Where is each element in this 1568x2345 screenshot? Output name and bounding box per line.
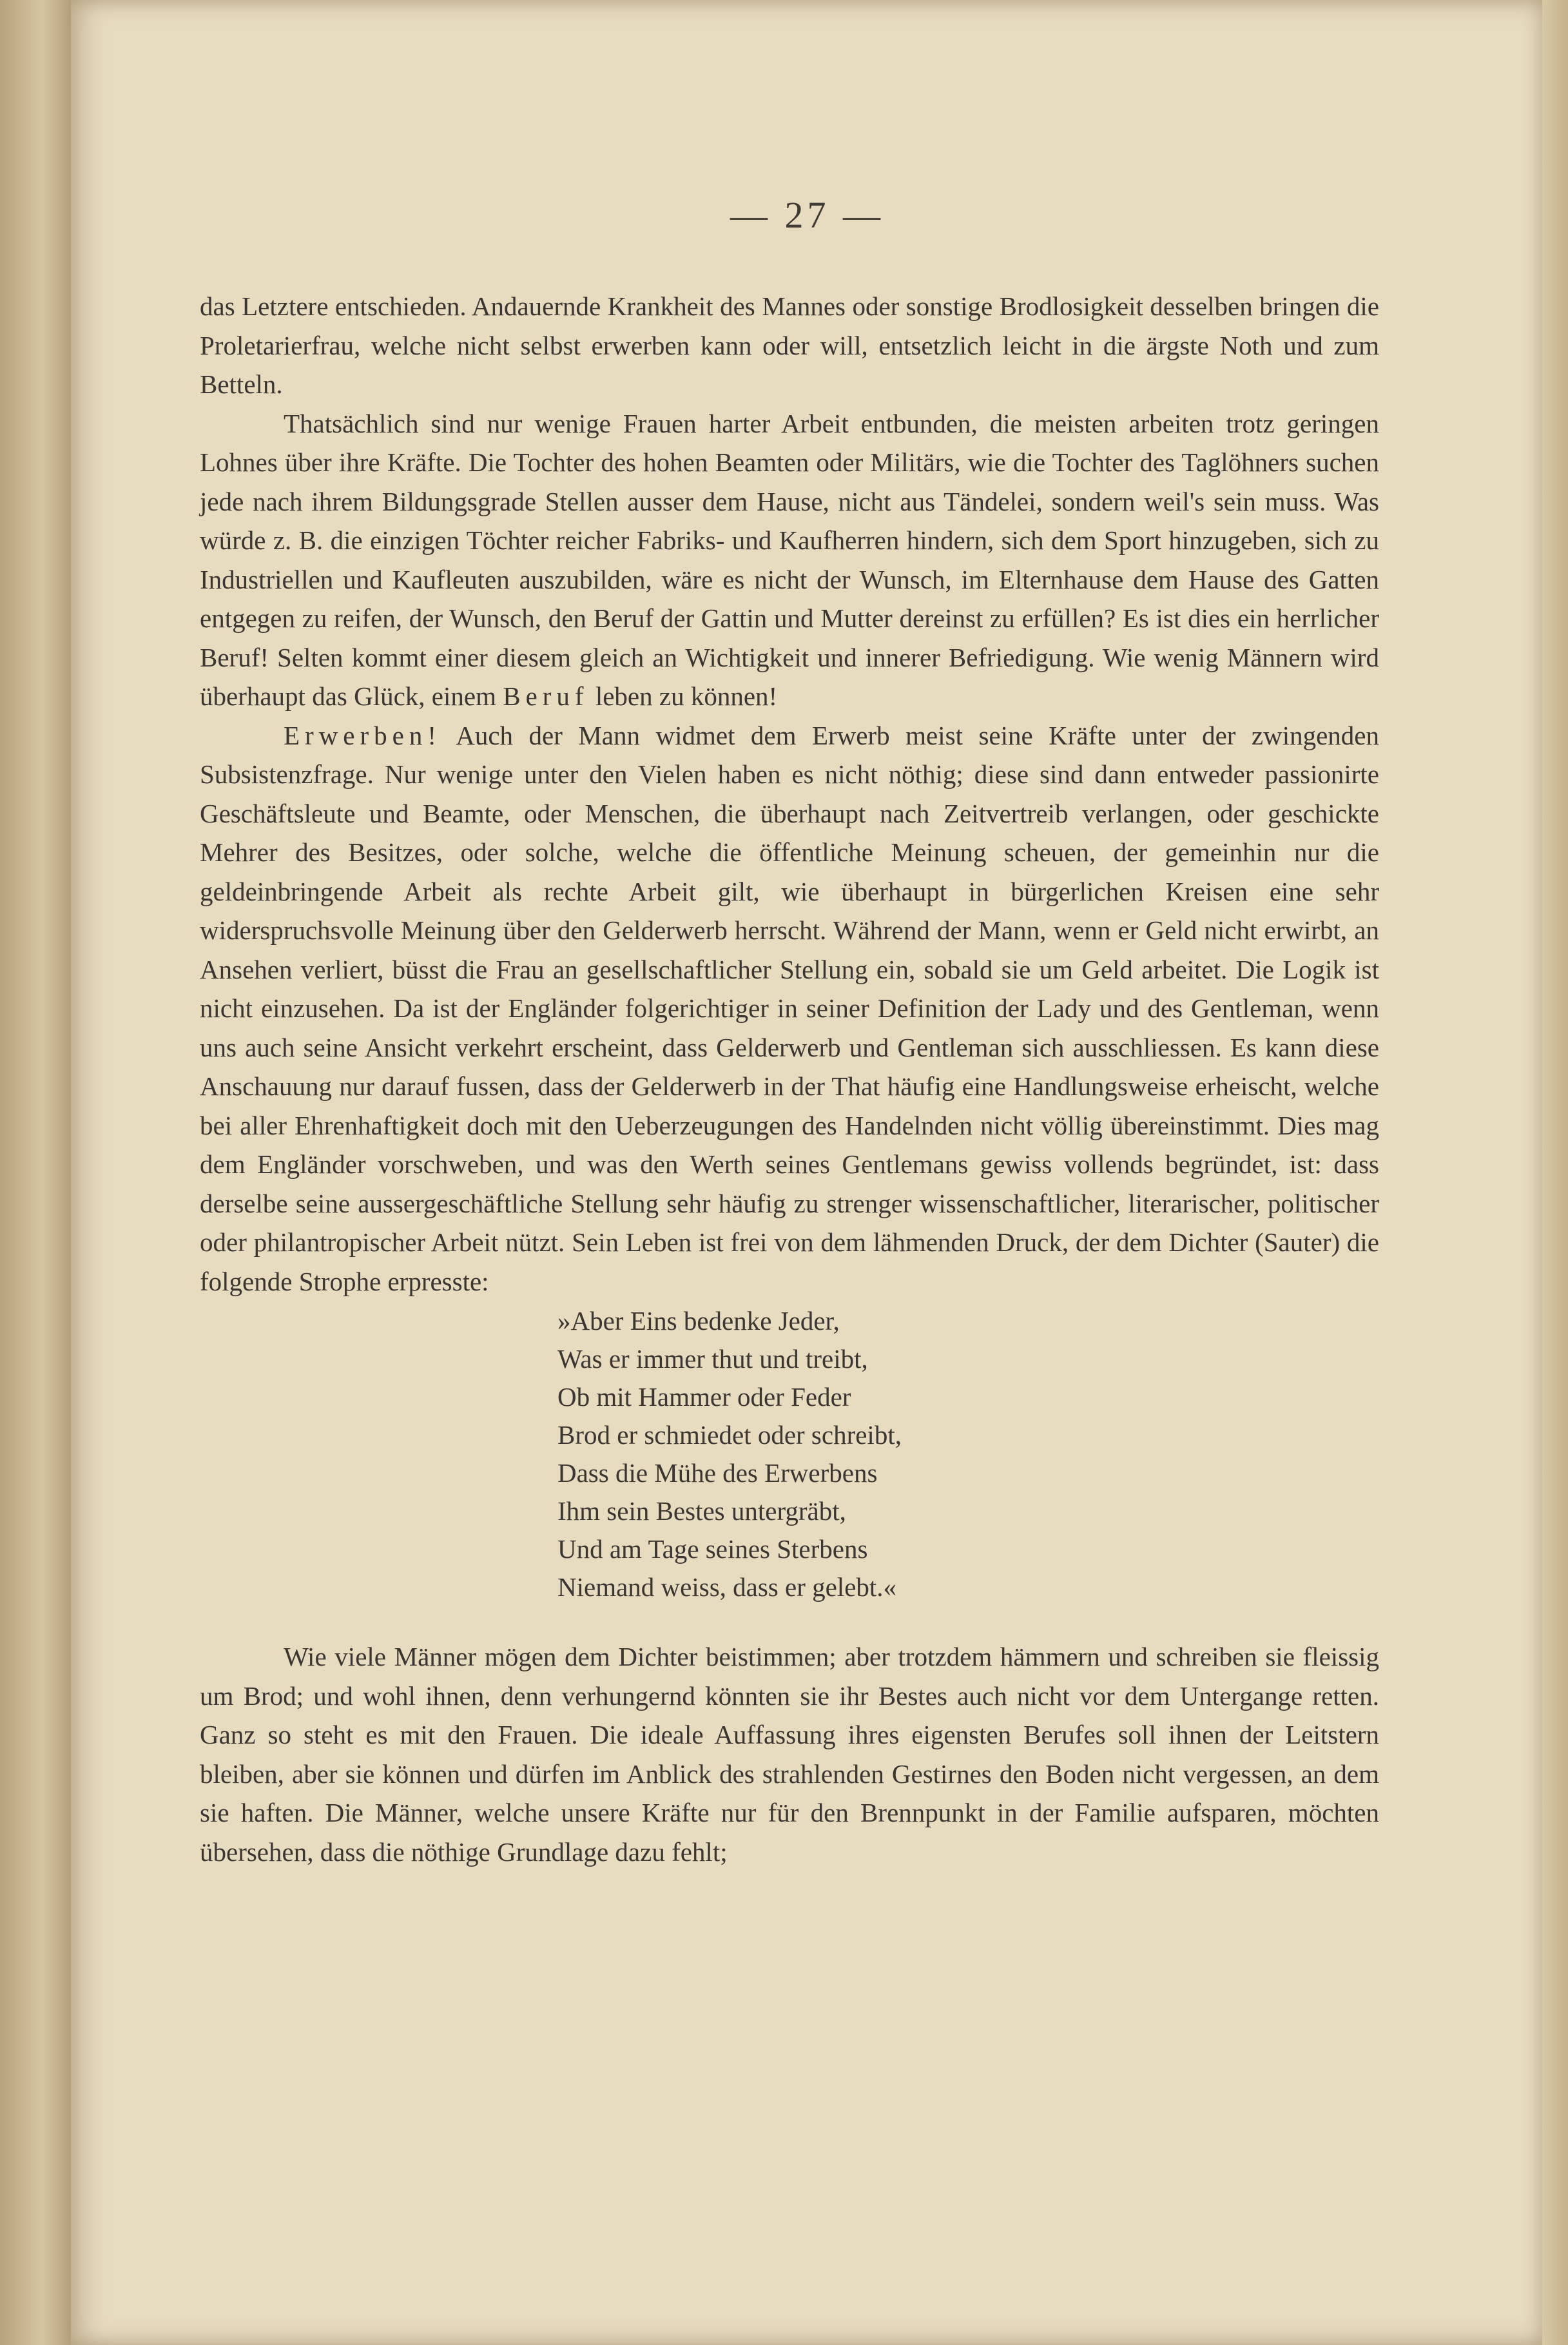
poem-line: Brod er schmiedet oder schreibt, bbox=[557, 1420, 902, 1450]
poem-stanza bbox=[557, 1302, 1379, 1606]
paragraph-3 bbox=[200, 716, 1379, 1301]
paragraph-2 bbox=[200, 404, 1379, 716]
page-body bbox=[200, 287, 1379, 1871]
poem-line: Und am Tage seines Sterbens bbox=[557, 1534, 868, 1564]
paragraph-2-text: Thatsächlich sind nur wenige Frauen harter Arbeit entbunden, die meisten arbeiten trotz geringen Lohnes über ihre Kräfte. Die Tochter des hohen Beamten oder Militärs, wie die Tochter des Taglöhners suchen jede nach ihrem Bildungsgrade Stellen ausser dem Hause, nicht aus Tändelei, sondern weil's sein muss. Was würde z. B. die einzigen Töchter reicher Fabriks- und Kaufherren hindern, sich dem Sport hinzugeben, sich zu Industriellen und Kaufleuten auszubilden, wäre es nicht der Wunsch, im Elternhause dem Hause des Gatten entgegen zu reifen, der Wunsch, den Beruf der Gattin und Mutter dereinst zu erfüllen? Es ist dies ein herrlicher Beruf! Selten kommt einer diesem gleich an Wichtigkeit und innerer Befriedigung. Wie wenig Männern wird überhaupt das Glück, einem bbox=[200, 408, 1379, 711]
paragraph-2-end: leben zu können! bbox=[595, 681, 778, 711]
emphasis-erwerben: Erwerben! bbox=[284, 720, 442, 750]
poem-line: Dass die Mühe des Erwerbens bbox=[557, 1458, 878, 1488]
poem-line: Niemand weiss, dass er gelebt.« bbox=[557, 1572, 897, 1602]
poem-line: Ihm sein Bestes untergräbt, bbox=[557, 1496, 846, 1526]
paragraph-1: das Letztere entschieden. Andauernde Krankheit des Mannes oder sonstige Brodlosigkeit desselben bringen die Proletarierfrau, welche nicht selbst erwerben kann oder will, entsetzlich leicht in die ärgste Noth und zum Betteln. bbox=[200, 291, 1379, 399]
poem-line: »Aber Eins bedenke Jeder, bbox=[557, 1306, 840, 1336]
stanza-spacing bbox=[200, 1606, 1379, 1637]
left-page-edge bbox=[0, 0, 77, 2345]
poem-line: Was er immer thut und treibt, bbox=[557, 1344, 868, 1374]
paragraph-4: Wie viele Männer mögen dem Dichter beistimmen; aber trotzdem hämmern und schreiben sie fleissig um Brod; und wohl ihnen, denn verhungernd könnten sie ihr Bestes auch nicht vor dem Untergange retten. Ganz so steht es mit den Frauen. Die ideale Auffassung ihres eigensten Berufes soll ihnen der Leitstern bleiben, aber sie können und dürfen im Anblick des strahlenden Gestirnes den Boden nicht vergessen, an dem sie haften. Die Männer, welche unsere Kräfte nur für den Brennpunkt in der Familie aufsparen, möchten übersehen, dass die nöthige Grundlage dazu fehlt; bbox=[200, 1642, 1379, 1867]
page-number: — 27 — bbox=[730, 194, 884, 236]
emphasis-beruf: Beruf bbox=[503, 681, 589, 711]
book-page bbox=[71, 0, 1544, 2345]
right-page-edge bbox=[1542, 0, 1568, 2345]
poem-line: Ob mit Hammer oder Feder bbox=[557, 1382, 851, 1412]
paragraph-3-text: Auch der Mann widmet dem Erwerb meist seine Kräfte unter der zwingenden Subsistenzfrage. Nur wenige unter den Vielen haben es nicht nöthig; diese sind dann entweder passionirte Geschäftsleute und Beamte, oder Menschen, die überhaupt nach Zeitvertreib verlangen, oder geschickte Mehrer des Besitzes, oder solche, welche die öffentliche Meinung scheuen, der gemeinhin nur die geldeinbringende Arbeit als rechte Arbeit gilt, wie überhaupt in bürgerlichen Kreisen eine sehr widerspruchsvolle Meinung über den Gelderwerb herrscht. Während der Mann, wenn er Geld nicht erwirbt, an Ansehen verliert, büsst die Frau an gesellschaftlicher Stellung ein, sobald sie um Geld arbeitet. Die Logik ist nicht einzusehen. Da ist der Engländer folgerichtiger in seiner Definition der Lady und des Gentleman, wenn uns auch seine Ansicht verkehrt erscheint, dass Gelderwerb und Gentleman sich ausschliessen. Es kann diese Anschauung nur darauf fussen, dass der Gelderwerb in der That häufig eine Handlungsweise erheischt, welche bei aller Ehrenhaftigkeit doch mit den Ueberzeugungen des Handelnden nicht völlig übereinstimmt. Dies mag dem Engländer vorschweben, und was den Werth seines Gentlemans gewiss vollends begründet, ist: dass derselbe seine aussergeschäftliche Stellung sehr häufig zu strenger wissenschaftlicher, literarischer, politischer oder philantropischer Arbeit nützt. Sein Leben ist frei von dem lähmenden Druck, der dem Dichter (Sauter) die folgende Strophe erpresste: bbox=[200, 720, 1379, 1296]
